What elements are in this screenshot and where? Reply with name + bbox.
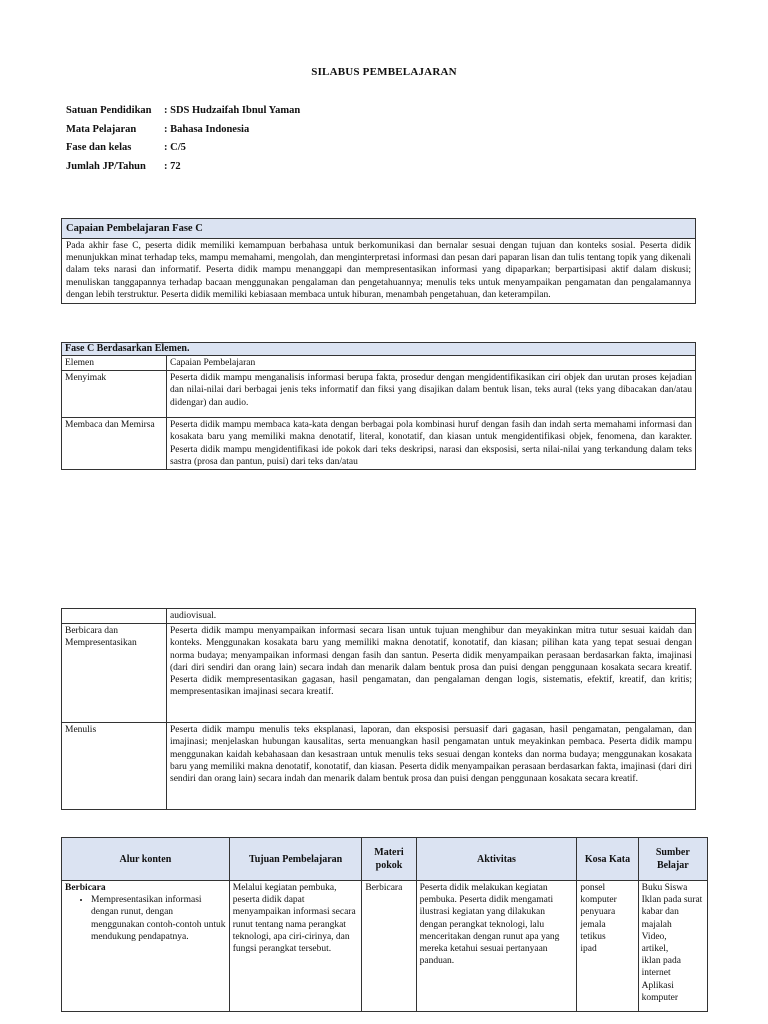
info-row-satuan xyxy=(66,102,300,121)
alur-cell xyxy=(62,881,230,1012)
column-header-kosa-kata: Kosa Kata xyxy=(577,838,638,881)
capaian-heading: Capaian Pembelajaran Fase C xyxy=(62,219,696,239)
info-label: Mata Pelajaran xyxy=(66,123,137,135)
elemen-cell xyxy=(62,609,167,624)
capaian-cell: Peserta didik mampu menganalisis informasi berupa fakta, prosedur dengan mengidentifikasikan ciri objek dan urutan proses kejadian dan nilai-nilai dari berbagai jenis teks informatif dan fiksi yang disajikan dalam bentuk lisan, teks aural (teks yang dibacakan dan/atau didengar) dan audio. xyxy=(167,371,696,418)
capaian-cell: Peserta didik mampu menulis teks eksplanasi, laporan, dan eksposisi persuasif dari gagasan, hasil pengamatan, pengalaman, dan imajinasi; menjelaskan hubungan kausalitas, serta menuangkan hasil pengamatan untuk meyakinkan pembaca. Peserta didik mampu menggunakan kaidah kebahasaan dan kesastraan untuk menulis teks sesuai dengan konteks dan norma budaya; menggunakan kosakata baru yang memiliki makna denotatif, konotatif, dan kiasan. Peserta didik menyampaikan perasaan berdasarkan fakta, imajinasi (dari diri sendiri dan orang lain) secara indah dan menarik dalam bentuk prosa dan puisi dengan penggunaan kosakata secara kreatif. xyxy=(167,723,696,810)
capaian-cell: Peserta didik mampu menyampaikan informasi secara lisan untuk tujuan menghibur dan meyakinkan mitra tutur sesuai kaidah dan konteks. Menggunakan kosakata baru yang memiliki makna denotatif, konotatif, dan kiasan; pilihan kata yang tepat sesuai dengan norma budaya; menyampaikan informasi dengan fasih dan santun. Peserta didik menyampaikan perasaan berdasarkan fakta, imajinasi (dari diri sendiri dan orang lain) secara indah dan menarik dalam bentuk prosa dan puisi dengan penggunaan kosakata secara kreatif. Peserta didik mempresentasikan gagasan, hasil pengamatan, dan pengalaman dengan logis, sistematis, efektif, kreatif, dan kritis; mempresentasikan imajinasi secara kreatif. xyxy=(167,624,696,723)
kosa-kata-item: penyuara xyxy=(580,907,616,918)
table-row xyxy=(62,624,696,723)
sumber-item: Buku Siswa xyxy=(641,883,688,893)
info-value: : Bahasa Indonesia xyxy=(164,123,250,135)
elemen-cell: Menulis xyxy=(62,723,167,810)
info-label: Fase dan kelas xyxy=(66,142,132,153)
column-header-elemen: Elemen xyxy=(62,356,167,371)
table-row xyxy=(62,609,696,624)
list-item: • Mempresentasikan informasi dengan runut, dengan menggunakan contoh-contoh untuk mendukung pendapatnya. xyxy=(91,894,226,943)
info-row-fase xyxy=(66,139,300,158)
fase-elemen-table xyxy=(61,342,696,470)
sumber-item: iklan pada internet xyxy=(641,956,681,979)
kosa-kata-item: komputer xyxy=(580,895,617,906)
fase-heading: Fase C Berdasarkan Elemen. xyxy=(62,343,696,356)
table-row xyxy=(62,881,708,1012)
column-header-tujuan: Tujuan Pembelajaran xyxy=(229,838,362,881)
capaian-cell-carryover: audiovisual. xyxy=(167,609,696,624)
kosa-kata-cell xyxy=(577,881,638,1012)
column-header-materi: Materi pokok xyxy=(362,838,416,881)
sumber-item: Aplikasi komputer xyxy=(641,980,679,1003)
column-header-sumber: Sumber Belajar xyxy=(638,838,707,881)
table-row xyxy=(62,371,696,418)
alur-title: Berbicara xyxy=(65,883,106,893)
column-header-capaian: Capaian Pembelajaran xyxy=(167,356,696,371)
kosa-kata-item: ipad xyxy=(580,944,597,955)
info-value: : SDS Hudzaifah Ibnul Yaman xyxy=(164,105,301,116)
sumber-item: Video, xyxy=(641,931,667,942)
info-value: : C/5 xyxy=(164,142,186,153)
materi-cell: Berbicara xyxy=(362,881,416,1012)
fase-elemen-table-continued xyxy=(61,608,696,810)
column-header-alur: Alur konten xyxy=(62,838,230,881)
sumber-belajar-cell xyxy=(638,881,707,1012)
aktivitas-cell: Peserta didik melakukan kegiatan pembuka. Peserta didik mengamati ilustrasi kegiatan yang dilakukan dengan perangkat teknologi, lalu menceritakan dengan runut apa yang mereka ketahui sesuai pertanyaan panduan. xyxy=(416,881,577,1012)
capaian-text: Pada akhir fase C, peserta didik memiliki kemampuan berbahasa untuk berkomunikasi dan bernalar sesuai dengan tujuan dan konteks sosial. Peserta didik menunjukkan minat terhadap teks, mampu memahami, mengolah, dan menginterpretasi informasi dan pesan dari paparan lisan dan tulis tentang topik yang dikenali dalam teks narasi dan informatif. Peserta didik mampu menanggapi dan mempresentasikan informasi yang dipaparkan; berpartisipasi aktif dalam diskusi; menuliskan tanggapannya terhadap bacaan menggunakan pengalaman dan pengetahuannya; menulis teks untuk menyampaikan pengamatan dan pengalamannya dengan lebih terstruktur. Peserta didik memiliki kebiasaan membaca untuk hiburan, menambah pengetahuan, dan keterampilan. xyxy=(62,239,696,304)
sumber-item: artikel, xyxy=(641,944,669,955)
table-header-row xyxy=(62,838,708,881)
kosa-kata-item: jemala xyxy=(580,919,606,930)
capaian-cell: Peserta didik mampu membaca kata-kata dengan berbagai pola kombinasi huruf dengan fasih dan indah serta memahami informasi dan kosakata baru yang memiliki makna denotatif, literal, konotatif, dan kiasan untuk mengidentifikasi objek, fenomena, dan karakter. Peserta didik mampu mengidentifikasi ide pokok dari teks deskripsi, narasi dan eksposisi, serta nilai-nilai yang terkandung dalam teks sastra (prosa dan pantun, puisi) dari teks dan/atau xyxy=(167,418,696,470)
document-title: SILABUS PEMBELAJARAN xyxy=(311,66,457,78)
info-label: Jumlah JP/Tahun xyxy=(66,160,146,172)
kosa-kata-item: ponsel xyxy=(580,883,606,893)
elemen-cell: Membaca dan Memirsa xyxy=(62,418,167,470)
info-value: : 72 xyxy=(164,160,181,172)
alur-list xyxy=(65,894,226,943)
column-header-aktivitas: Aktivitas xyxy=(416,838,577,881)
info-row-jp xyxy=(66,158,300,177)
table-header-row xyxy=(62,356,696,371)
table-row xyxy=(62,418,696,470)
elemen-cell: Menyimak xyxy=(62,371,167,418)
kosa-kata-item: tetikus xyxy=(580,931,606,942)
sumber-item: Iklan pada surat kabar dan majalah xyxy=(641,895,703,930)
alur-konten-table xyxy=(61,837,708,1012)
table-row xyxy=(62,723,696,810)
tujuan-cell: Melalui kegiatan pembuka, peserta didik dapat menyampaikan informasi secara runut tentang nama perangkat teknologi, apa ciri-cirinya, dan fungsi perangkat tersebut. xyxy=(229,881,362,1012)
capaian-table xyxy=(61,218,696,304)
identity-block xyxy=(66,102,300,176)
info-label: Satuan Pendidikan xyxy=(66,105,152,116)
elemen-cell: Berbicara dan Mempresentasikan xyxy=(62,624,167,723)
info-row-mapel xyxy=(66,121,300,140)
